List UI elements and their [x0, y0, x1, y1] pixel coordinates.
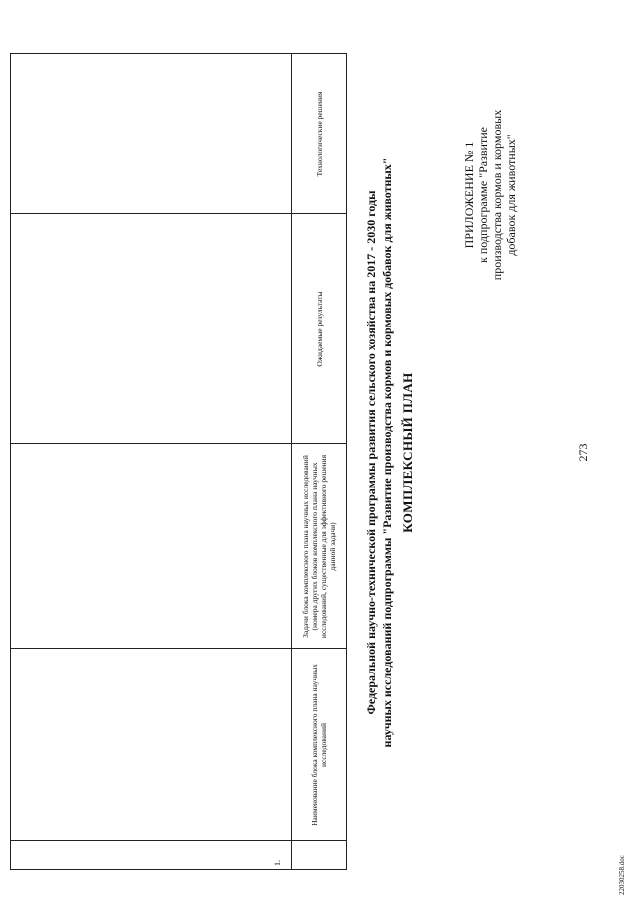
page-number: 273: [576, 443, 590, 462]
header-tech: Технологические решения: [314, 91, 324, 177]
plan-table: [10, 53, 347, 870]
cell-tasks: [16, 446, 288, 647]
cell-tech: [16, 56, 288, 212]
cell-results: [16, 216, 288, 442]
cell-block: [16, 651, 288, 839]
plan-subtitle: научных исследований подпрограммы "Развитие производства кормов и кормовых добавок для животных": [380, 157, 394, 748]
appendix-line-4: добавок для животных": [504, 134, 518, 256]
appendix-line-3: производства кормов и кормовых: [490, 109, 504, 281]
header-block: Наименование блока комплексного плана научных исследований: [310, 664, 328, 826]
header-results: Ожидаемые результаты: [314, 291, 324, 367]
appendix-block: [462, 60, 518, 330]
header-num: [294, 841, 344, 869]
plan-title: КОМПЛЕКСНЫЙ ПЛАН: [400, 372, 415, 533]
header-tasks: Задачи блока комплексного плана научных исследований (номера других блоков комплексного плана научных исследований, существенные для эффективного решения данной задачи): [301, 454, 337, 639]
row-number: 1.: [273, 860, 282, 866]
plan-program: Федеральной научно-технической программы развития сельского хозяйства на 2017 - 2030 годы: [364, 190, 378, 715]
appendix-line-2: к подпрограмме "Развитие: [476, 127, 490, 263]
header-divider: [291, 54, 292, 869]
document-id: 22030258.doc: [618, 855, 626, 895]
appendix-line-1: ПРИЛОЖЕНИЕ № 1: [462, 141, 476, 249]
